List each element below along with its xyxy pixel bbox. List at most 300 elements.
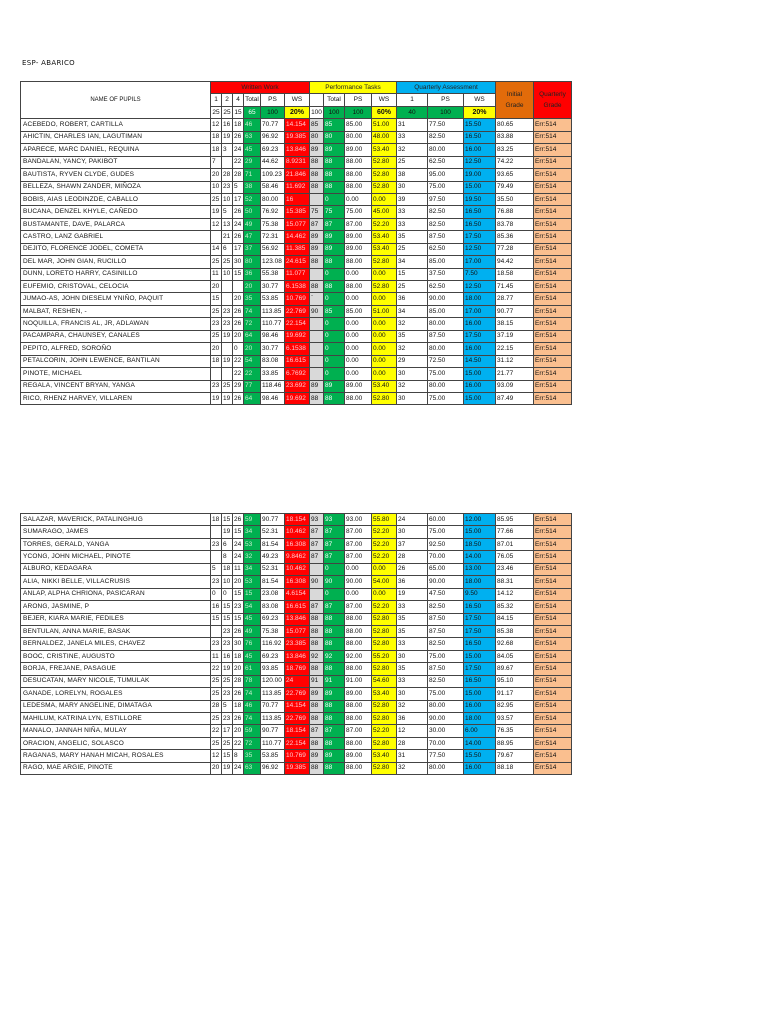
qa-1-cell: 32	[397, 343, 428, 355]
ww-ps-cell: 75.38	[261, 218, 285, 230]
ww-ps-cell: 81.54	[261, 538, 285, 550]
performance-tasks-header: Performance Tasks	[310, 82, 397, 94]
ww-max-total: 65	[244, 106, 261, 118]
ww-1-cell: 19	[211, 392, 222, 404]
ww-4-cell: 26	[233, 392, 244, 404]
pt-total-cell: 85	[324, 119, 345, 131]
pt-ws-cell: 0.00	[372, 343, 397, 355]
pt-ps-cell: 87.00	[345, 601, 372, 613]
ww-1-cell: 20	[211, 343, 222, 355]
ww-1-cell	[211, 231, 222, 243]
ww-4-cell: 20	[233, 663, 244, 675]
qa-ws-cell: 18.00	[464, 576, 496, 588]
ww-ws-cell: 10.769	[285, 293, 310, 305]
table-row	[21, 713, 572, 725]
ww-ps-cell: 96.92	[261, 762, 285, 774]
ww-4-cell: 22	[233, 368, 244, 380]
qa-ps-cell: 82.50	[428, 675, 464, 687]
ww-4-cell: 24	[233, 762, 244, 774]
quarterly-grade-cell: Err:514	[534, 601, 572, 613]
quarterly-grade-cell: Err:514	[534, 762, 572, 774]
ww-col-ps: PS	[261, 94, 285, 106]
initial-grade-cell: 80.65	[496, 119, 534, 131]
pt-total-cell: 88	[324, 737, 345, 749]
pt-ws-cell: 48.00	[372, 131, 397, 143]
ww-4-cell: 15	[233, 588, 244, 600]
qa-1-cell: 35	[397, 231, 428, 243]
qa-ws-cell: 14.50	[464, 355, 496, 367]
ww-1-cell: 12	[211, 750, 222, 762]
pt-total-cell: 85	[324, 305, 345, 317]
pt-ps-cell: 0.00	[345, 330, 372, 342]
ww-ws-cell: 22.769	[285, 713, 310, 725]
ww-2-cell	[222, 156, 233, 168]
pt-ps-cell: 0.00	[345, 293, 372, 305]
pupil-name-cell: PACAMPARA, CHAUNSEY, CANALES	[21, 330, 211, 342]
ww-ps-cell: 52.31	[261, 563, 285, 575]
pt-total-cell: 0	[324, 293, 345, 305]
qa-1-cell: 33	[397, 206, 428, 218]
qa-ws-cell: 9.50	[464, 588, 496, 600]
ww-ps-cell: 113.85	[261, 713, 285, 725]
qa-ps-cell: 87.50	[428, 663, 464, 675]
pt-ps-cell: 92.00	[345, 650, 372, 662]
quarterly-grade-cell: Err:514	[534, 368, 572, 380]
quarterly-grade-header: Quarterly Grade	[534, 82, 572, 119]
initial-grade-cell: 79.67	[496, 750, 534, 762]
ww-1-cell: 15	[211, 293, 222, 305]
quarterly-grade-cell: Err:514	[534, 538, 572, 550]
ww-ws-cell: 10.769	[285, 750, 310, 762]
quarterly-grade-cell: Err:514	[534, 131, 572, 143]
ww-total-cell: 37	[244, 243, 261, 255]
table-row	[21, 750, 572, 762]
quarterly-grade-cell: Err:514	[534, 380, 572, 392]
initial-grade-cell: 83.78	[496, 218, 534, 230]
ww-ws-cell: 19.692	[285, 392, 310, 404]
qa-ws-cell: 17.50	[464, 613, 496, 625]
pt-raw-cell: 89	[310, 231, 324, 243]
qa-ws-cell: 12.50	[464, 281, 496, 293]
pt-total-cell: 0	[324, 588, 345, 600]
ww-total-cell: 59	[244, 725, 261, 737]
pt-total-cell: 88	[324, 700, 345, 712]
pt-raw-cell: 89	[310, 688, 324, 700]
table-row	[21, 293, 572, 305]
ww-1-cell: 25	[211, 688, 222, 700]
quarterly-grade-cell: Err:514	[534, 305, 572, 317]
ww-total-cell: 53	[244, 576, 261, 588]
ww-1-cell	[211, 551, 222, 563]
pt-raw-cell: 89	[310, 750, 324, 762]
ww-total-cell: 35	[244, 293, 261, 305]
pt-ws-cell: 52.80	[372, 737, 397, 749]
qa-ps-cell: 80.00	[428, 380, 464, 392]
qa-1-cell: 36	[397, 713, 428, 725]
table-row	[21, 169, 572, 181]
pt-total-cell: 0	[324, 343, 345, 355]
pupil-name-cell: BEJER, KIARA MARIE, FEDILES	[21, 613, 211, 625]
pupil-name-cell: BERNALDEZ, JANELA MILES, CHAVEZ	[21, 638, 211, 650]
pt-raw-cell: 87	[310, 538, 324, 550]
ww-2-cell: 21	[222, 231, 233, 243]
qa-ws-cell: 16.50	[464, 601, 496, 613]
table-row	[21, 514, 572, 526]
pt-ps-cell: 88.00	[345, 256, 372, 268]
pt-col-total: Total	[324, 94, 345, 106]
initial-grade-cell: 14.12	[496, 588, 534, 600]
pupil-name-cell: TORRES, GERALD, YANGA	[21, 538, 211, 550]
ww-ws-cell: 18.154	[285, 725, 310, 737]
qa-ws-cell: 15.00	[464, 650, 496, 662]
pupil-name-cell: PETALCORIN, JOHN LEWENCE, BANTILAN	[21, 355, 211, 367]
ww-1-cell: 20	[211, 281, 222, 293]
table-row	[21, 688, 572, 700]
initial-grade-cell: 37.19	[496, 330, 534, 342]
pt-raw-cell: 88	[310, 613, 324, 625]
ww-ps-cell: 52.31	[261, 526, 285, 538]
qa-ws-cell: 6.00	[464, 725, 496, 737]
ww-col-2: 2	[222, 94, 233, 106]
ww-ps-cell: 118.46	[261, 380, 285, 392]
qa-ws-cell: 17.50	[464, 625, 496, 637]
ww-2-cell: 25	[222, 675, 233, 687]
ww-2-cell: 23	[222, 713, 233, 725]
pt-total-cell: 89	[324, 144, 345, 156]
qa-ps-cell: 72.50	[428, 355, 464, 367]
pt-total-cell: 88	[324, 281, 345, 293]
ww-1-cell: 25	[211, 675, 222, 687]
pupil-name-cell: ORACION, ANGELIC, SOLASCO	[21, 737, 211, 749]
ww-max-ps: 100	[261, 106, 285, 118]
table-row	[21, 762, 572, 774]
pupil-name-cell: LEDESMA, MARY ANGELINE, DIMATAGA	[21, 700, 211, 712]
ww-total-cell: 64	[244, 392, 261, 404]
pt-ps-cell: 93.00	[345, 514, 372, 526]
initial-grade-cell: 89.67	[496, 663, 534, 675]
ww-1-cell	[211, 368, 222, 380]
ww-ws-cell: 15.077	[285, 218, 310, 230]
ww-max-ws: 20%	[285, 106, 310, 118]
ww-1-cell: 5	[211, 563, 222, 575]
ww-1-cell: 18	[211, 131, 222, 143]
ww-total-cell: 71	[244, 169, 261, 181]
written-work-header: Written Work	[211, 82, 310, 94]
qa-ws-cell: 12.50	[464, 156, 496, 168]
pt-ws-cell: 52.80	[372, 281, 397, 293]
ww-2-cell: 19	[222, 131, 233, 143]
ww-2-cell: 23	[222, 625, 233, 637]
pt-raw-cell: 89	[310, 380, 324, 392]
ww-ws-cell: 22.154	[285, 737, 310, 749]
qa-col-ps: PS	[428, 94, 464, 106]
qa-1-cell: 28	[397, 737, 428, 749]
qa-ws-cell: 12.50	[464, 243, 496, 255]
pupil-name-cell: BENTULAN, ANNA MARIE, BASAK	[21, 625, 211, 637]
pt-ws-cell: 53.40	[372, 380, 397, 392]
ww-ws-cell: 11.692	[285, 181, 310, 193]
ww-1-cell: 10	[211, 181, 222, 193]
quarterly-grade-cell: Err:514	[534, 268, 572, 280]
pt-ws-cell: 0.00	[372, 318, 397, 330]
ww-ps-cell: 98.46	[261, 392, 285, 404]
qa-ws-cell: 18.00	[464, 293, 496, 305]
pt-total-cell: 90	[324, 576, 345, 588]
pupil-name-cell: REGALA, VINCENT BRYAN, YANGA	[21, 380, 211, 392]
ww-total-cell: 74	[244, 713, 261, 725]
pt-ws-cell: 52.80	[372, 700, 397, 712]
pt-ps-cell: 0.00	[345, 588, 372, 600]
pt-ws-cell: 0.00	[372, 588, 397, 600]
ww-2-cell: 15	[222, 601, 233, 613]
pt-ws-cell: 0.00	[372, 368, 397, 380]
ww-total-cell: 78	[244, 675, 261, 687]
pt-ps-cell: 88.00	[345, 392, 372, 404]
pupil-name-cell: MALBAT, RESHEN, -	[21, 305, 211, 317]
pt-raw-cell	[310, 330, 324, 342]
pt-total-cell: 91	[324, 675, 345, 687]
qa-ps-cell: 97.50	[428, 193, 464, 205]
pupil-name-cell: SUMARAGO, JAMES	[21, 526, 211, 538]
ww-ws-cell: 21.846	[285, 169, 310, 181]
ww-4-cell: 22	[233, 355, 244, 367]
pt-raw-cell	[310, 343, 324, 355]
ww-1-cell: 20	[211, 762, 222, 774]
pt-ps-cell: 80.00	[345, 131, 372, 143]
qa-1-cell: 39	[397, 193, 428, 205]
pt-raw-cell: 87	[310, 725, 324, 737]
table-row	[21, 268, 572, 280]
qa-ps-cell: 87.50	[428, 231, 464, 243]
table-row	[21, 330, 572, 342]
qa-ws-cell: 16.50	[464, 675, 496, 687]
quarterly-grade-cell: Err:514	[534, 156, 572, 168]
table-row	[21, 737, 572, 749]
table-row	[21, 625, 572, 637]
table-row	[21, 281, 572, 293]
qa-ws-cell: 12.00	[464, 514, 496, 526]
pt-ps-cell: 89.00	[345, 231, 372, 243]
ww-2-cell: 25	[222, 380, 233, 392]
pt-raw-cell: 88	[310, 663, 324, 675]
pt-max-1: 100	[310, 106, 324, 118]
ww-ws-cell: 13.846	[285, 613, 310, 625]
qa-ws-cell: 17.00	[464, 256, 496, 268]
ww-2-cell: 19	[222, 762, 233, 774]
pupil-name-cell: ALBURO, KEDAGARA	[21, 563, 211, 575]
qa-ps-cell: 87.50	[428, 625, 464, 637]
pt-ps-cell: 87.00	[345, 551, 372, 563]
pt-total-cell: 0	[324, 563, 345, 575]
pt-ps-cell: 87.00	[345, 218, 372, 230]
qa-max-ws: 20%	[464, 106, 496, 118]
qa-ws-cell: 16.00	[464, 318, 496, 330]
ww-total-cell: 35	[244, 750, 261, 762]
pt-max-total: 100	[324, 106, 345, 118]
ww-ps-cell: 113.85	[261, 688, 285, 700]
ww-2-cell: 25	[222, 737, 233, 749]
pt-total-cell: 0	[324, 355, 345, 367]
ww-1-cell: 25	[211, 256, 222, 268]
pt-ws-cell: 52.80	[372, 181, 397, 193]
qa-ps-cell: 90.00	[428, 576, 464, 588]
pt-ws-cell: 52.80	[372, 663, 397, 675]
pt-total-cell: 89	[324, 750, 345, 762]
ww-col-4: 4	[233, 94, 244, 106]
ww-2-cell: 19	[222, 392, 233, 404]
pt-total-cell: 87	[324, 725, 345, 737]
qa-ps-cell: 80.00	[428, 144, 464, 156]
pupil-name-cell: ACEBEDO, ROBERT, CARTILLA	[21, 119, 211, 131]
pt-ps-cell: 89.00	[345, 380, 372, 392]
initial-grade-cell: 85.36	[496, 231, 534, 243]
pt-total-cell: 87	[324, 601, 345, 613]
ww-ps-cell: 75.38	[261, 625, 285, 637]
pt-raw-cell	[310, 268, 324, 280]
ww-4-cell: 26	[233, 231, 244, 243]
pupil-name-cell: MAHILUM, KATRINA LYN, ESTILLORE	[21, 713, 211, 725]
ww-total-cell: 74	[244, 305, 261, 317]
qa-max-1: 40	[397, 106, 428, 118]
pupil-name-cell: PEPITO, ALFRED, SOROÑO	[21, 343, 211, 355]
initial-grade-cell: 74.22	[496, 156, 534, 168]
pt-ps-cell: 88.00	[345, 700, 372, 712]
ww-max-4: 15	[233, 106, 244, 118]
ww-2-cell: 17	[222, 725, 233, 737]
pt-ps-cell: 88.00	[345, 181, 372, 193]
qa-1-cell: 36	[397, 293, 428, 305]
pt-ps-cell: 88.00	[345, 762, 372, 774]
quarterly-grade-cell: Err:514	[534, 293, 572, 305]
table-row	[21, 380, 572, 392]
quarterly-grade-cell: Err:514	[534, 700, 572, 712]
qa-ps-cell: 75.00	[428, 392, 464, 404]
ww-4-cell: 8	[233, 750, 244, 762]
ww-4-cell: 18	[233, 650, 244, 662]
ww-ws-cell: 22.154	[285, 318, 310, 330]
ww-total-cell: 49	[244, 625, 261, 637]
ww-4-cell: 15	[233, 526, 244, 538]
ww-2-cell: 23	[222, 305, 233, 317]
table-row	[21, 355, 572, 367]
ww-ps-cell: 55.38	[261, 268, 285, 280]
pt-ps-cell: 88.00	[345, 169, 372, 181]
ww-total-cell: 20	[244, 281, 261, 293]
ww-4-cell: 20	[233, 576, 244, 588]
pupil-name-cell: BANDALAN, YANCY, PAKIBOT	[21, 156, 211, 168]
pt-total-cell: 88	[324, 625, 345, 637]
table-row	[21, 206, 572, 218]
qa-ps-cell: 80.00	[428, 318, 464, 330]
ww-ps-cell: 80.00	[261, 193, 285, 205]
pt-ws-cell: 52.20	[372, 218, 397, 230]
pt-col-blank	[310, 94, 324, 106]
qa-1-cell: 32	[397, 144, 428, 156]
ww-ws-cell: 16	[285, 193, 310, 205]
qa-ws-cell: 19.50	[464, 193, 496, 205]
pupil-name-cell: CASTRO, LANZ GABRIEL	[21, 231, 211, 243]
ww-ps-cell: 110.77	[261, 737, 285, 749]
initial-grade-cell: 94.42	[496, 256, 534, 268]
pt-ps-cell: 89.00	[345, 144, 372, 156]
pt-total-cell: 88	[324, 169, 345, 181]
pt-ws-cell: 54.00	[372, 576, 397, 588]
qa-ps-cell: 62.50	[428, 156, 464, 168]
ww-total-cell: 45	[244, 144, 261, 156]
ww-ws-cell: 13.846	[285, 144, 310, 156]
ww-ps-cell: 72.31	[261, 231, 285, 243]
pt-ws-cell: 52.20	[372, 538, 397, 550]
pt-ps-cell: 87.00	[345, 725, 372, 737]
quarterly-grade-cell: Err:514	[534, 119, 572, 131]
qa-1-cell: 30	[397, 650, 428, 662]
ww-total-cell: 74	[244, 688, 261, 700]
qa-1-cell: 36	[397, 576, 428, 588]
pt-ps-cell: 75.00	[345, 206, 372, 218]
qa-1-cell: 32	[397, 318, 428, 330]
qa-1-cell: 30	[397, 526, 428, 538]
qa-1-cell: 25	[397, 243, 428, 255]
ww-ps-cell: 44.62	[261, 156, 285, 168]
ww-4-cell: 18	[233, 119, 244, 131]
ww-ws-cell: 9.8462	[285, 551, 310, 563]
pt-raw-cell: 89	[310, 243, 324, 255]
ww-ps-cell: 81.54	[261, 576, 285, 588]
qa-1-cell: 35	[397, 625, 428, 637]
pupil-name-cell: YCONG, JOHN MICHAEL, PINOTE	[21, 551, 211, 563]
initial-grade-cell: 93.57	[496, 713, 534, 725]
initial-grade-cell: 91.17	[496, 688, 534, 700]
table-row	[21, 243, 572, 255]
pt-ws-cell: 45.00	[372, 206, 397, 218]
ww-ps-cell: 123.08	[261, 256, 285, 268]
quarterly-grade-cell: Err:514	[534, 725, 572, 737]
pt-ws-cell: 52.80	[372, 713, 397, 725]
quarterly-grade-cell: Err:514	[534, 576, 572, 588]
pt-raw-cell: 88	[310, 156, 324, 168]
qa-1-cell: 32	[397, 380, 428, 392]
ww-4-cell: 15	[233, 613, 244, 625]
ww-ps-cell: 70.77	[261, 700, 285, 712]
qa-ps-cell: 95.00	[428, 169, 464, 181]
table-row	[21, 218, 572, 230]
pt-raw-cell	[310, 355, 324, 367]
ww-ws-cell: 11.385	[285, 243, 310, 255]
pt-total-cell: 88	[324, 181, 345, 193]
initial-grade-cell: 23.46	[496, 563, 534, 575]
ww-2-cell	[222, 293, 233, 305]
quarterly-grade-cell: Err:514	[534, 563, 572, 575]
ww-max-2: 25	[222, 106, 233, 118]
pt-raw-cell: 92	[310, 650, 324, 662]
ww-4-cell: 15	[233, 268, 244, 280]
ww-ps-cell: 90.77	[261, 725, 285, 737]
pupil-name-cell: GANADE, LORELYN, ROGALES	[21, 688, 211, 700]
ww-total-cell: 45	[244, 650, 261, 662]
grade-table-top	[20, 81, 572, 405]
pt-raw-cell	[310, 193, 324, 205]
ww-total-cell: 50	[244, 206, 261, 218]
pt-ps-cell: 0.00	[345, 193, 372, 205]
table-row	[21, 181, 572, 193]
pt-ws-cell: 54.60	[372, 675, 397, 687]
pt-total-cell: 89	[324, 380, 345, 392]
pupil-name-cell: BOOC, CRISTINE, AUGUSTO	[21, 650, 211, 662]
quarterly-grade-cell: Err:514	[534, 206, 572, 218]
qa-ws-cell: 19.00	[464, 169, 496, 181]
pt-raw-cell	[310, 588, 324, 600]
qa-ps-cell: 85.00	[428, 256, 464, 268]
